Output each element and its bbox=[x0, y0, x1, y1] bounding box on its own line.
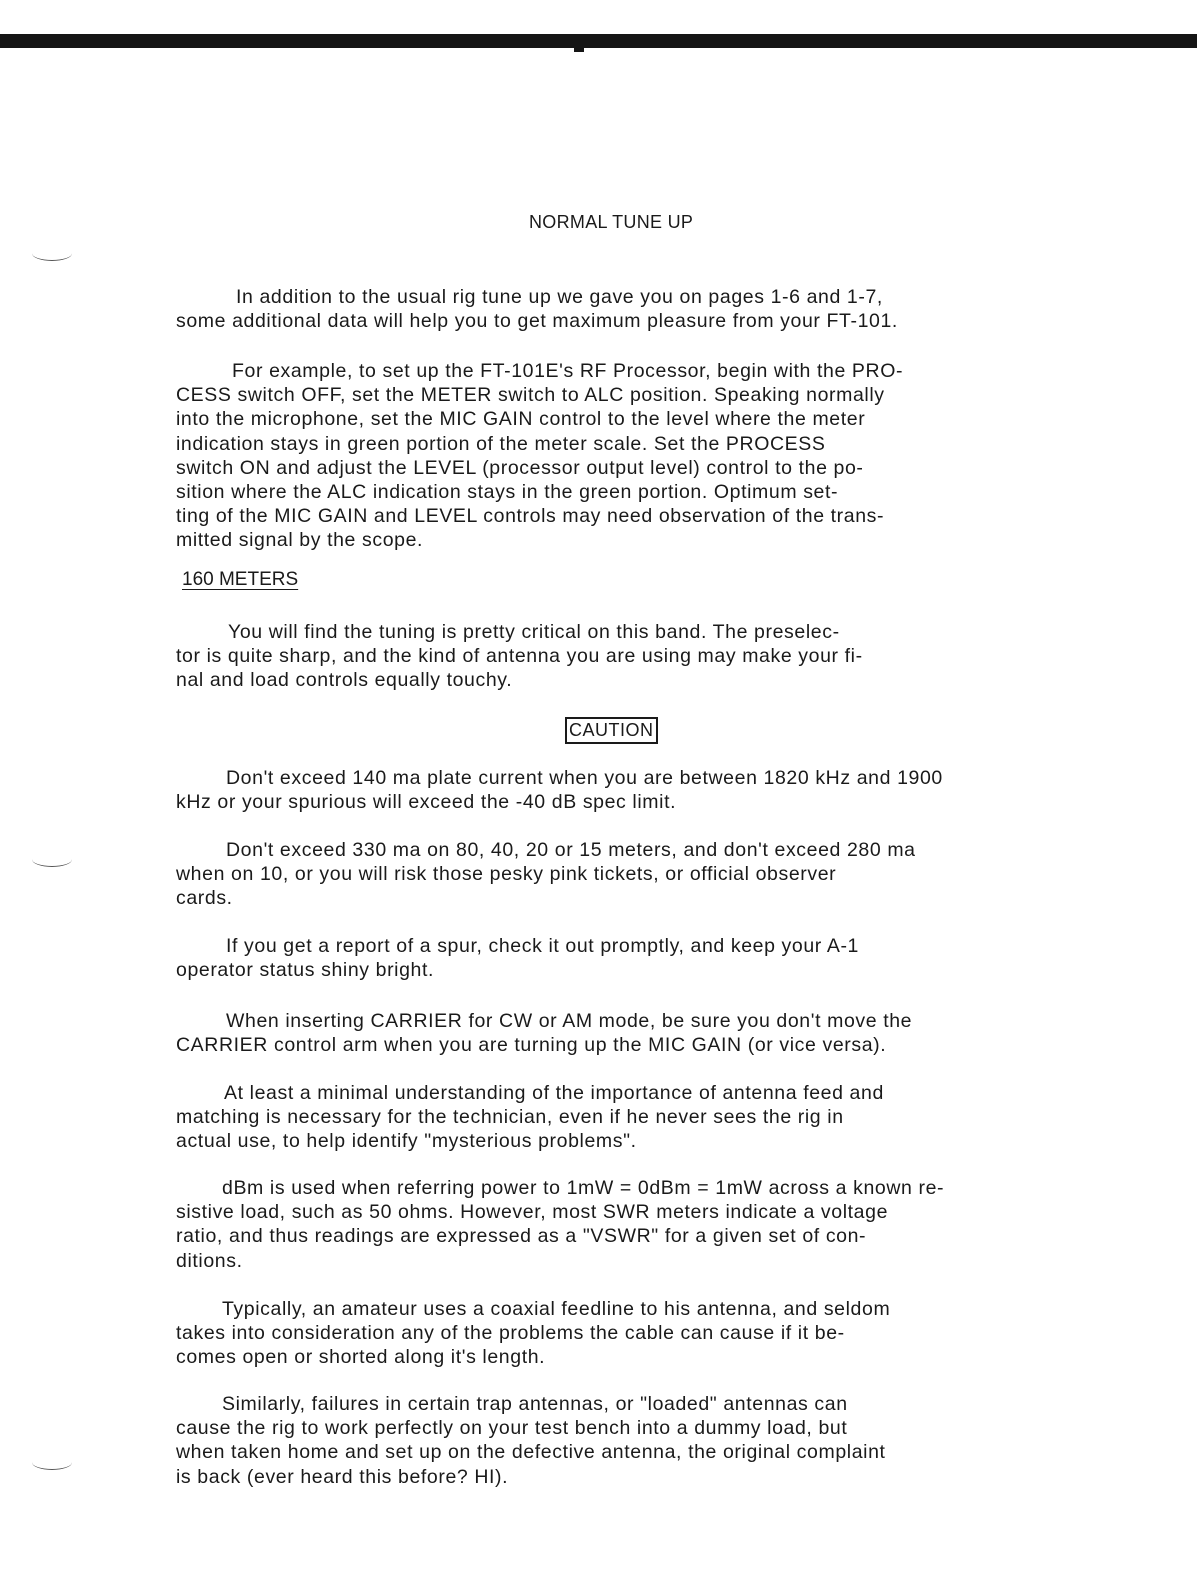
spur-paragraph: If you get a report of a spur, check it out promptly, and keep your A-1 operator status shiny bright. bbox=[176, 935, 859, 982]
band-160-paragraph: You will find the tuning is pretty critical on this band. The preselec- tor is quite sharp, and the kind of antenna you are using may make your fi- nal and load controls equally touchy. bbox=[176, 621, 863, 692]
carrier-paragraph: When inserting CARRIER for CW or AM mode, be sure you don't move the CARRIER control arm when you are turning up the MIC GAIN (or vice versa). bbox=[176, 1010, 913, 1057]
intro-paragraph: In addition to the usual rig tune up we gave you on pages 1-6 and 1-7, some additional data will help you to get maximum pleasure from your FT-101. bbox=[176, 286, 898, 333]
punch-hole-mark bbox=[32, 1455, 72, 1470]
punch-hole-mark bbox=[32, 852, 72, 867]
antenna-feed-paragraph: At least a minimal understanding of the importance of antenna feed and matching is necessary for the technician, even if he never sees the rig in actual use, to help identify "mysterious problems". bbox=[176, 1082, 884, 1153]
section-heading-160-meters: 160 METERS bbox=[182, 569, 299, 590]
page-title: NORMAL TUNE UP bbox=[529, 212, 694, 232]
caution-box: CAUTION bbox=[565, 717, 658, 744]
processor-paragraph: For example, to set up the FT-101E's RF Processor, begin with the PRO- CESS switch OFF, set the METER switch to ALC position. Speaking normally into the microphone, set the MIC GAIN control to the level where the meter indication stays in green portion of the meter scale. Set the PROCESS switch ON and adjust the LEVEL (processor output level) control to the po- sition where the ALC indication stays in the green portion. Optimum set- ting of the MIC GAIN and LEVEL controls may need observation of the trans- mitted signal by the scope. bbox=[176, 360, 904, 552]
punch-hole-mark bbox=[32, 246, 72, 261]
plate-current-paragraph: Don't exceed 140 ma plate current when you are between 1820 kHz and 1900 kHz or your spurious will exceed the -40 dB spec limit. bbox=[176, 767, 943, 814]
dbm-paragraph: dBm is used when referring power to 1mW = 0dBm = 1mW across a known re- sistive load, such as 50 ohms. However, most SWR meters indicate a voltage ratio, and thus readings are expressed as a "VSWR" for a given set of con- ditions. bbox=[176, 1177, 945, 1272]
scan-top-edge bbox=[0, 34, 1197, 48]
coax-paragraph: Typically, an amateur uses a coaxial feedline to his antenna, and seldom takes into consideration any of the problems the cable can cause if it be- comes open or shorted along it's length. bbox=[176, 1298, 891, 1369]
max-current-paragraph: Don't exceed 330 ma on 80, 40, 20 or 15 meters, and don't exceed 280 ma when on 10, or you will risk those pesky pink tickets, or official observer cards. bbox=[176, 839, 916, 910]
trap-antenna-paragraph: Similarly, failures in certain trap antennas, or "loaded" antennas can cause the rig to work perfectly on your test bench into a dummy load, but when taken home and set up on the defective antenna, the original complaint is back (ever heard this before? HI). bbox=[176, 1393, 886, 1488]
